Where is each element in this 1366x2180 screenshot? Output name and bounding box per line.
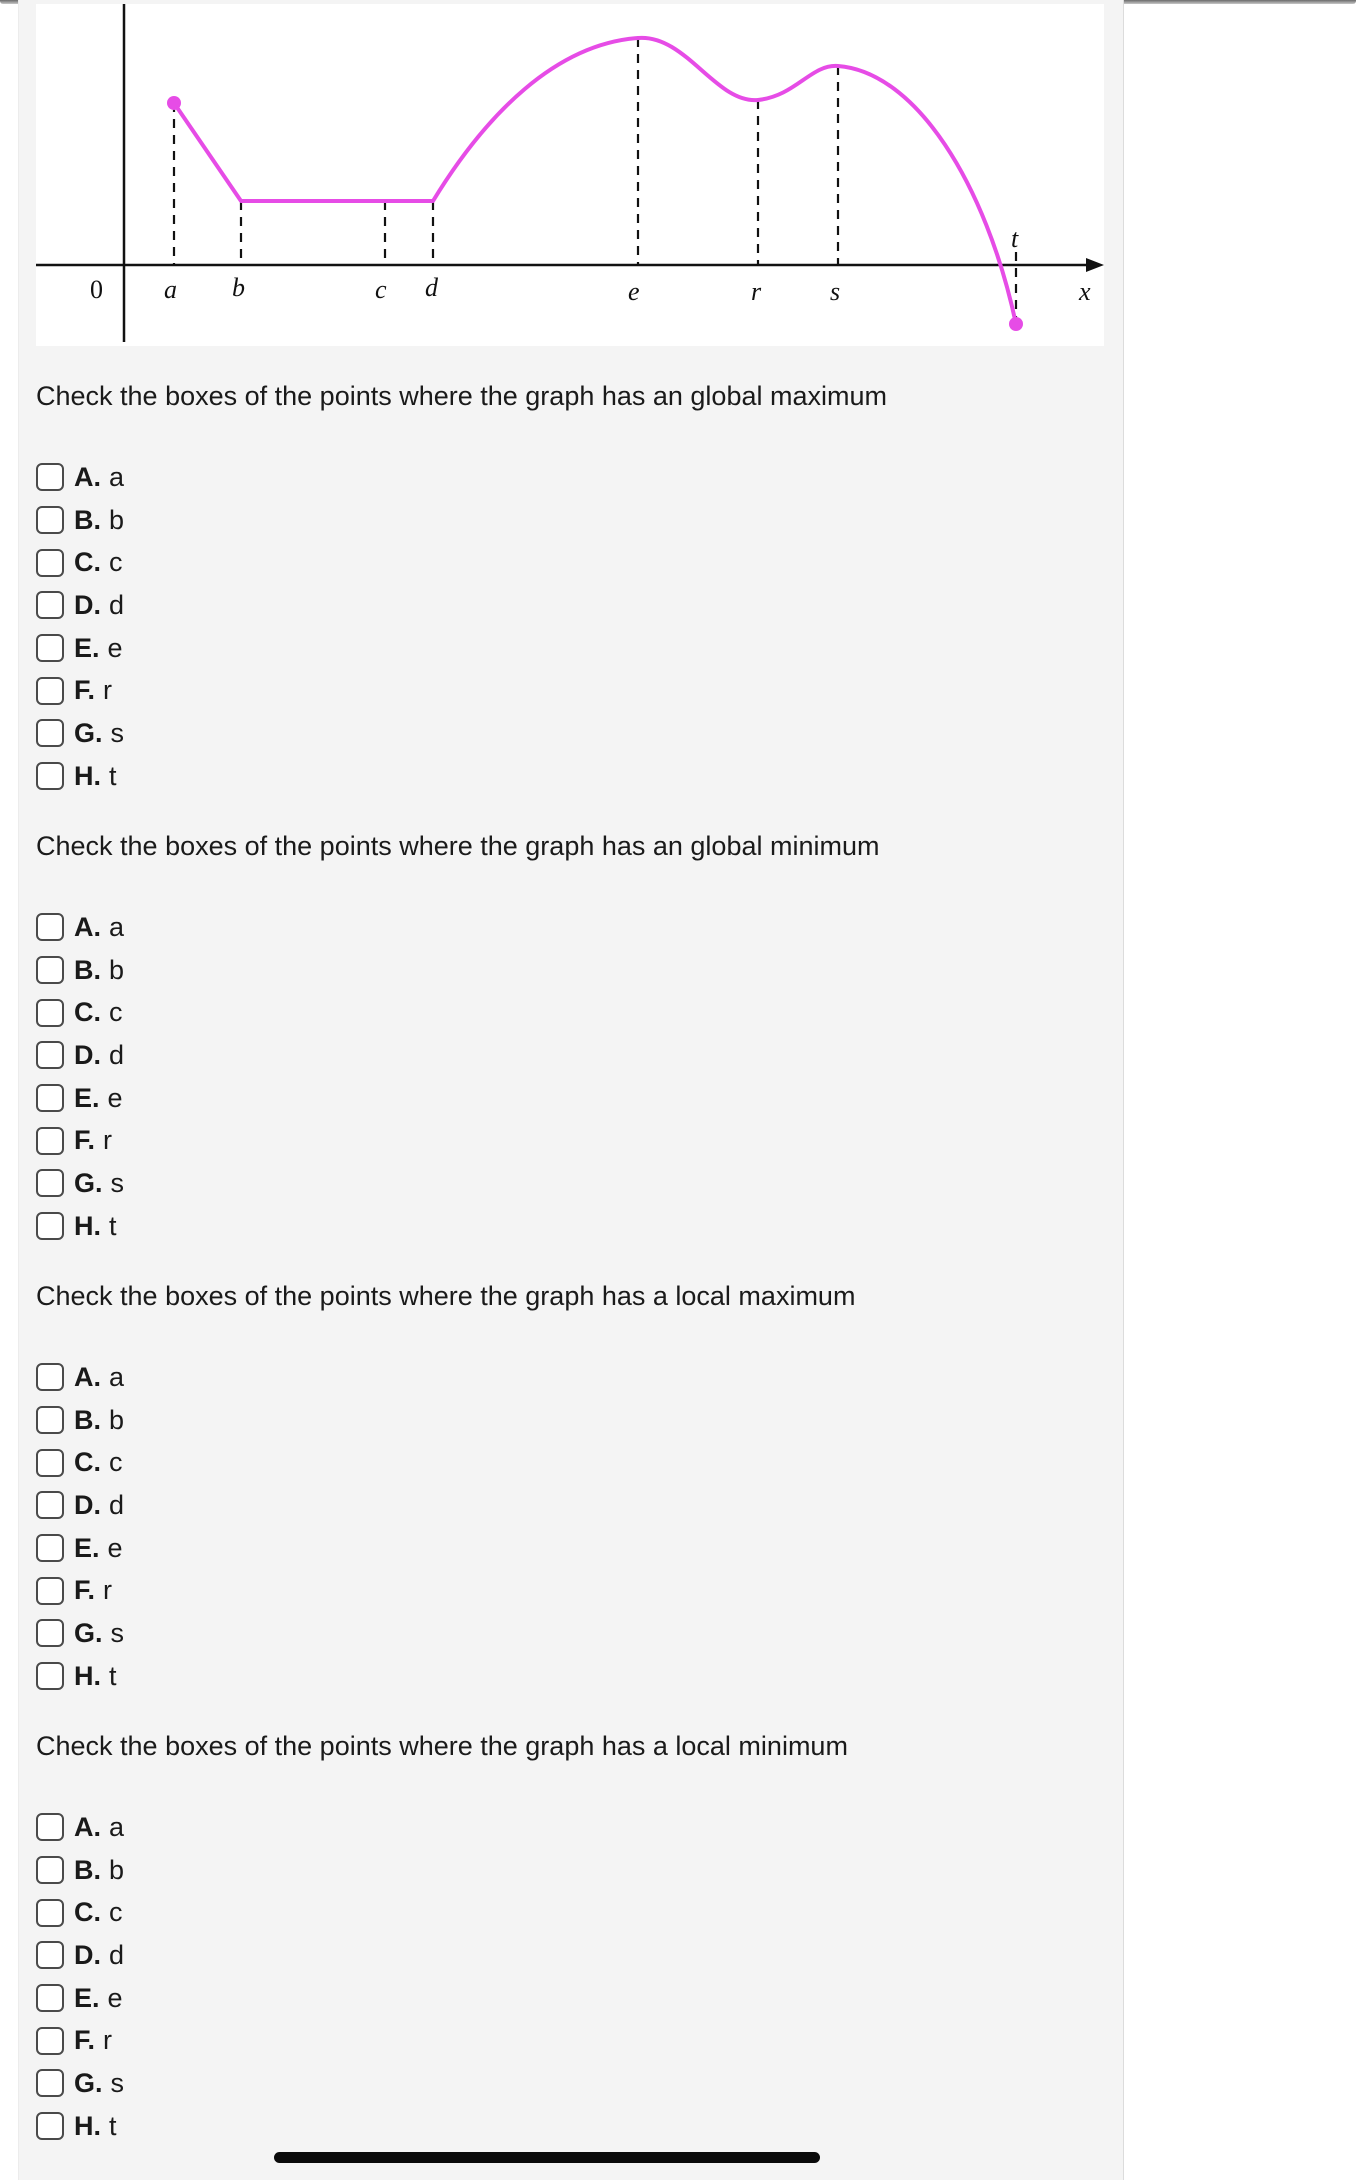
- option-letter: F.: [74, 1125, 96, 1156]
- question-1-prompt: Check the boxes of the points where the graph has an global maximum: [36, 381, 887, 411]
- q1-option-h[interactable]: [36, 755, 436, 798]
- q1-checkbox-g[interactable]: [36, 719, 64, 747]
- option-text: a: [109, 461, 125, 492]
- option-text: e: [107, 1982, 123, 2013]
- q1-option-b[interactable]: [36, 499, 436, 542]
- q2-checkbox-b[interactable]: [36, 956, 64, 984]
- option-text: s: [110, 717, 125, 748]
- option-letter: C.: [74, 1447, 101, 1478]
- q3-option-g[interactable]: [36, 1612, 436, 1655]
- option-letter: F.: [74, 675, 96, 706]
- q4-option-h[interactable]: [36, 2105, 436, 2148]
- q3-checkbox-h[interactable]: [36, 1662, 64, 1690]
- option-letter: D.: [74, 1039, 101, 1070]
- option-text: t: [109, 2110, 117, 2141]
- q3-option-h[interactable]: [36, 1655, 436, 1698]
- point-label-b: b: [232, 273, 245, 302]
- point-label-c: c: [375, 275, 387, 304]
- q3-checkbox-a[interactable]: [36, 1363, 64, 1391]
- option-text: s: [110, 1617, 125, 1648]
- q1-checkbox-f[interactable]: [36, 677, 64, 705]
- q2-option-a[interactable]: [36, 906, 436, 949]
- option-letter: B.: [74, 954, 101, 985]
- option-letter: C.: [74, 547, 101, 578]
- q3-checkbox-g[interactable]: [36, 1619, 64, 1647]
- option-letter: G.: [74, 1617, 103, 1648]
- option-text: e: [107, 632, 123, 663]
- question-2-prompt: Check the boxes of the points where the graph has an global minimum: [36, 831, 880, 861]
- option-text: t: [109, 760, 117, 791]
- option-text: t: [109, 1660, 117, 1691]
- option-letter: A.: [74, 461, 101, 492]
- point-label-s: s: [830, 277, 841, 306]
- question-3-options: [36, 1356, 436, 1698]
- point-label-t: t: [1011, 224, 1019, 253]
- option-text: b: [109, 1404, 125, 1435]
- function-curve: [174, 38, 1016, 324]
- option-text: c: [109, 997, 123, 1028]
- option-text: c: [109, 1447, 123, 1478]
- option-text: s: [110, 2067, 125, 2098]
- home-indicator[interactable]: [274, 2152, 820, 2163]
- question-4-options: [36, 1806, 436, 2148]
- q4-checkbox-h[interactable]: [36, 2112, 64, 2140]
- endpoint-a-dot: [167, 96, 181, 110]
- q1-checkbox-a[interactable]: [36, 463, 64, 491]
- q1-checkbox-h[interactable]: [36, 762, 64, 790]
- option-text: b: [109, 954, 125, 985]
- option-text: t: [109, 1210, 117, 1241]
- q2-checkbox-f[interactable]: [36, 1127, 64, 1155]
- q1-checkbox-e[interactable]: [36, 634, 64, 662]
- option-letter: H.: [74, 2110, 101, 2141]
- q4-option-g[interactable]: [36, 2062, 436, 2105]
- x-axis-label: x: [1079, 277, 1091, 306]
- q4-checkbox-g[interactable]: [36, 2069, 64, 2097]
- q4-checkbox-a[interactable]: [36, 1813, 64, 1841]
- option-letter: C.: [74, 1897, 101, 1928]
- question-2-options: [36, 906, 436, 1248]
- option-letter: A.: [74, 1361, 101, 1392]
- option-letter: B.: [74, 1854, 101, 1885]
- q2-option-b[interactable]: [36, 949, 436, 992]
- q1-checkbox-c[interactable]: [36, 549, 64, 577]
- option-letter: H.: [74, 1660, 101, 1691]
- q3-option-e[interactable]: [36, 1527, 436, 1570]
- option-text: d: [109, 1039, 125, 1070]
- q2-option-e[interactable]: [36, 1077, 436, 1120]
- q1-option-c[interactable]: [36, 541, 436, 584]
- option-text: r: [103, 1125, 113, 1156]
- option-text: r: [103, 675, 113, 706]
- option-text: a: [109, 1811, 125, 1842]
- question-3-prompt: Check the boxes of the points where the graph has a local maximum: [36, 1281, 856, 1311]
- point-label-d: d: [425, 273, 438, 302]
- q2-option-g[interactable]: [36, 1162, 436, 1205]
- option-text: r: [103, 2025, 113, 2056]
- option-text: s: [110, 1167, 125, 1198]
- q4-option-e[interactable]: [36, 1977, 436, 2020]
- option-text: a: [109, 911, 125, 942]
- q4-option-b[interactable]: [36, 1849, 436, 1892]
- option-text: b: [109, 504, 125, 535]
- option-letter: A.: [74, 911, 101, 942]
- point-label-r: r: [751, 277, 762, 306]
- option-letter: H.: [74, 1210, 101, 1241]
- q3-option-a[interactable]: [36, 1356, 436, 1399]
- q2-checkbox-c[interactable]: [36, 999, 64, 1027]
- option-text: e: [107, 1532, 123, 1563]
- q1-option-f[interactable]: [36, 669, 436, 712]
- option-text: r: [103, 1575, 113, 1606]
- q4-option-a[interactable]: [36, 1806, 436, 1849]
- origin-label: 0: [90, 275, 103, 304]
- q4-option-d[interactable]: [36, 1934, 436, 1977]
- point-label-a: a: [164, 275, 177, 304]
- option-letter: A.: [74, 1811, 101, 1842]
- q2-option-d[interactable]: [36, 1034, 436, 1077]
- option-letter: G.: [74, 2067, 103, 2098]
- q4-checkbox-b[interactable]: [36, 1856, 64, 1884]
- q4-checkbox-c[interactable]: [36, 1899, 64, 1927]
- option-letter: D.: [74, 1939, 101, 1970]
- option-letter: E.: [74, 1982, 100, 2013]
- option-letter: G.: [74, 1167, 103, 1198]
- q2-option-h[interactable]: [36, 1205, 436, 1248]
- q2-checkbox-d[interactable]: [36, 1041, 64, 1069]
- point-label-e: e: [628, 277, 640, 306]
- q4-checkbox-e[interactable]: [36, 1984, 64, 2012]
- question-4-prompt: Check the boxes of the points where the graph has a local minimum: [36, 1731, 848, 1761]
- option-text: c: [109, 547, 123, 578]
- q1-checkbox-d[interactable]: [36, 591, 64, 619]
- q3-checkbox-d[interactable]: [36, 1491, 64, 1519]
- endpoint-t-dot: [1009, 317, 1023, 331]
- function-graph: [36, 4, 1104, 346]
- q3-checkbox-c[interactable]: [36, 1449, 64, 1477]
- option-letter: B.: [74, 1404, 101, 1435]
- q1-option-g[interactable]: [36, 712, 436, 755]
- q1-checkbox-b[interactable]: [36, 506, 64, 534]
- q3-option-d[interactable]: [36, 1484, 436, 1527]
- q3-option-c[interactable]: [36, 1441, 436, 1484]
- option-letter: B.: [74, 504, 101, 535]
- option-text: d: [109, 1939, 125, 1970]
- q2-checkbox-h[interactable]: [36, 1212, 64, 1240]
- q2-checkbox-a[interactable]: [36, 913, 64, 941]
- q4-option-c[interactable]: [36, 1891, 436, 1934]
- option-letter: C.: [74, 997, 101, 1028]
- option-text: d: [109, 589, 125, 620]
- option-letter: E.: [74, 1082, 100, 1113]
- option-text: b: [109, 1854, 125, 1885]
- option-letter: H.: [74, 760, 101, 791]
- option-text: c: [109, 1897, 123, 1928]
- q1-option-e[interactable]: [36, 627, 436, 670]
- option-letter: D.: [74, 589, 101, 620]
- q3-checkbox-b[interactable]: [36, 1406, 64, 1434]
- graph-svg: [36, 4, 1104, 346]
- option-text: a: [109, 1361, 125, 1392]
- q4-option-f[interactable]: [36, 2019, 436, 2062]
- x-axis-arrow: [1086, 258, 1104, 272]
- q3-option-f[interactable]: [36, 1569, 436, 1612]
- q2-option-f[interactable]: [36, 1119, 436, 1162]
- q4-checkbox-d[interactable]: [36, 1941, 64, 1969]
- option-letter: F.: [74, 2025, 96, 2056]
- q1-option-d[interactable]: [36, 584, 436, 627]
- q2-checkbox-e[interactable]: [36, 1084, 64, 1112]
- option-letter: E.: [74, 632, 100, 663]
- q3-checkbox-e[interactable]: [36, 1534, 64, 1562]
- q3-checkbox-f[interactable]: [36, 1577, 64, 1605]
- option-letter: F.: [74, 1575, 96, 1606]
- q4-checkbox-f[interactable]: [36, 2027, 64, 2055]
- question-1-options: [36, 456, 436, 798]
- option-letter: G.: [74, 717, 103, 748]
- option-letter: D.: [74, 1489, 101, 1520]
- option-letter: E.: [74, 1532, 100, 1563]
- option-text: d: [109, 1489, 125, 1520]
- q1-option-a[interactable]: [36, 456, 436, 499]
- q2-option-c[interactable]: [36, 991, 436, 1034]
- q2-checkbox-g[interactable]: [36, 1169, 64, 1197]
- option-text: e: [107, 1082, 123, 1113]
- q3-option-b[interactable]: [36, 1399, 436, 1442]
